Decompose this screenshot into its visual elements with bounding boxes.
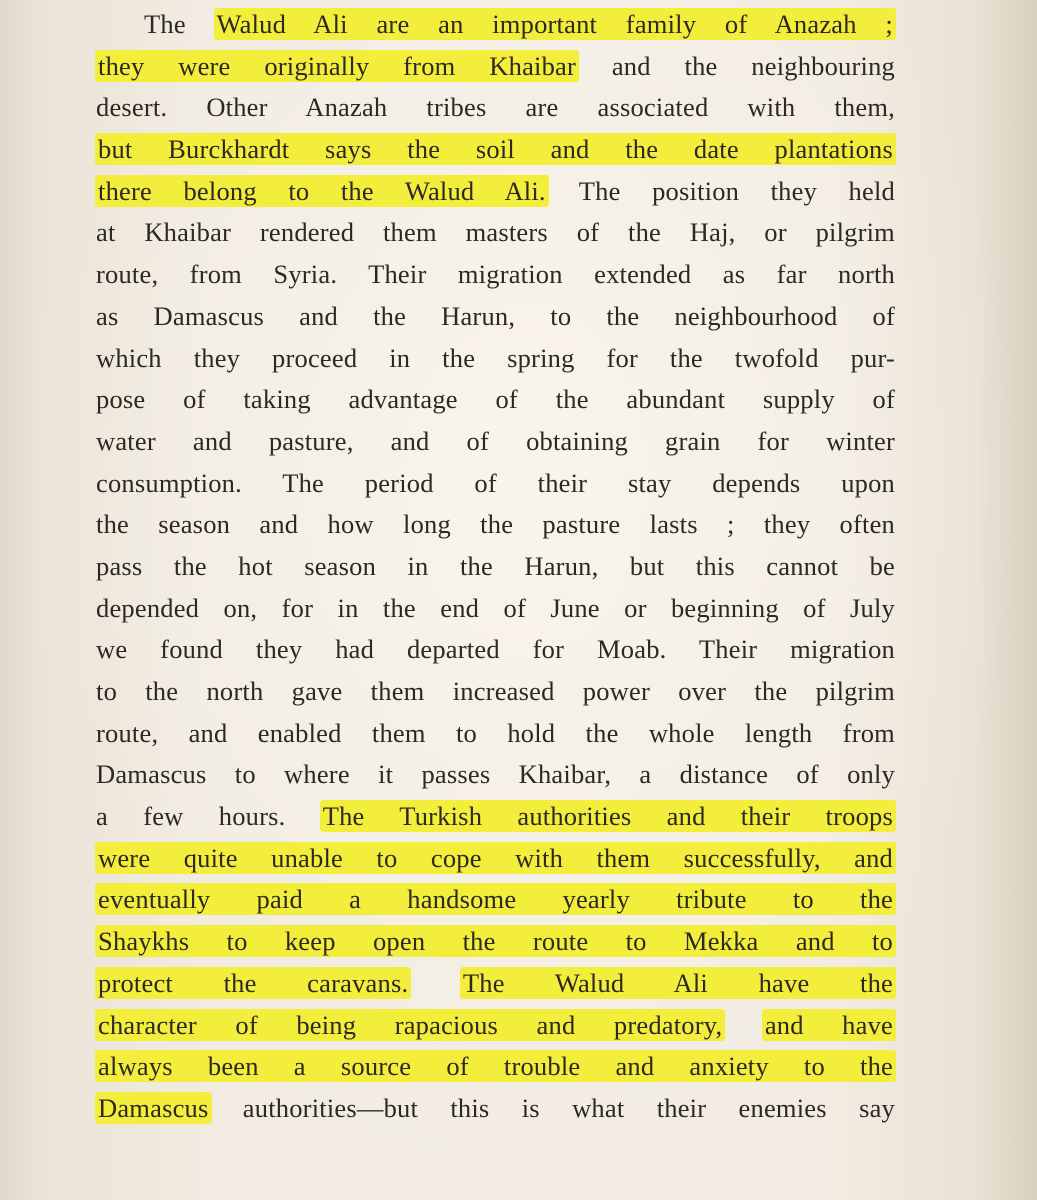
highlighted-text: character of being rapacious and predatory, bbox=[98, 1009, 723, 1040]
highlighted-text: protect the caravans. bbox=[98, 967, 409, 998]
text-line bbox=[96, 129, 895, 171]
text-segment: we found they had departed for Moab. Their migration bbox=[96, 634, 895, 665]
text-line bbox=[96, 421, 895, 463]
text-line bbox=[96, 838, 895, 880]
text-line bbox=[96, 713, 895, 755]
highlighted-text: but Burckhardt says the soil and the date plantations bbox=[98, 134, 893, 165]
text-line bbox=[96, 1005, 895, 1047]
text-line bbox=[96, 671, 895, 713]
highlighted-text: Shaykhs to keep open the route to Mekka and to bbox=[98, 926, 893, 957]
text-line bbox=[96, 87, 895, 129]
text-line bbox=[96, 796, 895, 838]
text-line bbox=[96, 879, 895, 921]
highlighted-text: they were originally from Khaibar bbox=[98, 50, 577, 81]
highlighted-text: The Walud Ali have the bbox=[462, 967, 894, 998]
text-line bbox=[96, 1046, 895, 1088]
highlighted-text: always been a source of trouble and anxiety to the bbox=[98, 1051, 893, 1082]
highlighted-text: were quite unable to cope with them successfully, and bbox=[98, 842, 893, 873]
text-segment: depended on, for in the end of June or beginning of July bbox=[96, 592, 895, 623]
text-line bbox=[96, 338, 895, 380]
highlighted-text: and have bbox=[764, 1009, 894, 1040]
text-line bbox=[96, 46, 895, 88]
text-segment: as Damascus and the Harun, to the neighbourhood of bbox=[96, 300, 895, 331]
text-segment: water and pasture, and of obtaining grain for winter bbox=[96, 425, 895, 456]
text-segment: route, from Syria. Their migration extended as far north bbox=[96, 259, 895, 290]
text-segment bbox=[410, 968, 461, 998]
text-segment: The position they held bbox=[547, 175, 895, 206]
text-segment: a few hours. bbox=[96, 801, 321, 832]
highlighted-text: Walud Ali are an important family of Anazah ; bbox=[216, 9, 893, 39]
highlighted-text: there belong to the Walud Ali. bbox=[98, 175, 546, 206]
text-line bbox=[96, 254, 895, 296]
text-line bbox=[96, 921, 895, 963]
text-line bbox=[96, 212, 895, 254]
text-segment: The bbox=[144, 9, 215, 39]
text-line bbox=[96, 4, 895, 46]
text-segment bbox=[724, 1010, 763, 1040]
text-segment: which they proceed in the spring for the twofold pur- bbox=[96, 342, 895, 373]
text-line bbox=[96, 171, 895, 213]
text-line bbox=[96, 504, 895, 546]
text-line bbox=[96, 1088, 895, 1130]
text-line bbox=[96, 296, 895, 338]
text-segment: desert. Other Anazah tribes are associated with them, bbox=[96, 92, 895, 123]
text-line bbox=[96, 588, 895, 630]
text-segment: at Khaibar rendered them masters of the Haj, or pilgrim bbox=[96, 217, 895, 248]
text-segment: the season and how long the pasture lasts ; they often bbox=[96, 509, 895, 540]
text-line bbox=[96, 546, 895, 588]
page-text bbox=[96, 4, 895, 1130]
text-segment: and the neighbouring bbox=[578, 50, 895, 81]
text-segment: Damascus to where it passes Khaibar, a distance of only bbox=[96, 759, 895, 790]
page-gutter-shadow bbox=[0, 0, 40, 1200]
text-segment: route, and enabled them to hold the whole length from bbox=[96, 717, 895, 748]
text-line bbox=[96, 963, 895, 1005]
text-segment: pass the hot season in the Harun, but this cannot be bbox=[96, 550, 895, 581]
text-segment: to the north gave them increased power over the pilgrim bbox=[96, 676, 895, 706]
highlighted-text: Damascus bbox=[98, 1092, 209, 1123]
text-segment: pose of taking advantage of the abundant supply of bbox=[96, 384, 895, 415]
highlighted-text: eventually paid a handsome yearly tribute to the bbox=[98, 884, 893, 915]
text-line bbox=[96, 379, 895, 421]
highlighted-text: The Turkish authorities and their troops bbox=[322, 801, 893, 832]
text-segment: consumption. The period of their stay depends upon bbox=[96, 467, 895, 498]
text-line bbox=[96, 463, 895, 505]
text-line bbox=[96, 629, 895, 671]
text-segment: authorities—but this is what their enemies say bbox=[210, 1092, 895, 1123]
text-line bbox=[96, 754, 895, 796]
page-edge-shadow bbox=[977, 0, 1037, 1200]
